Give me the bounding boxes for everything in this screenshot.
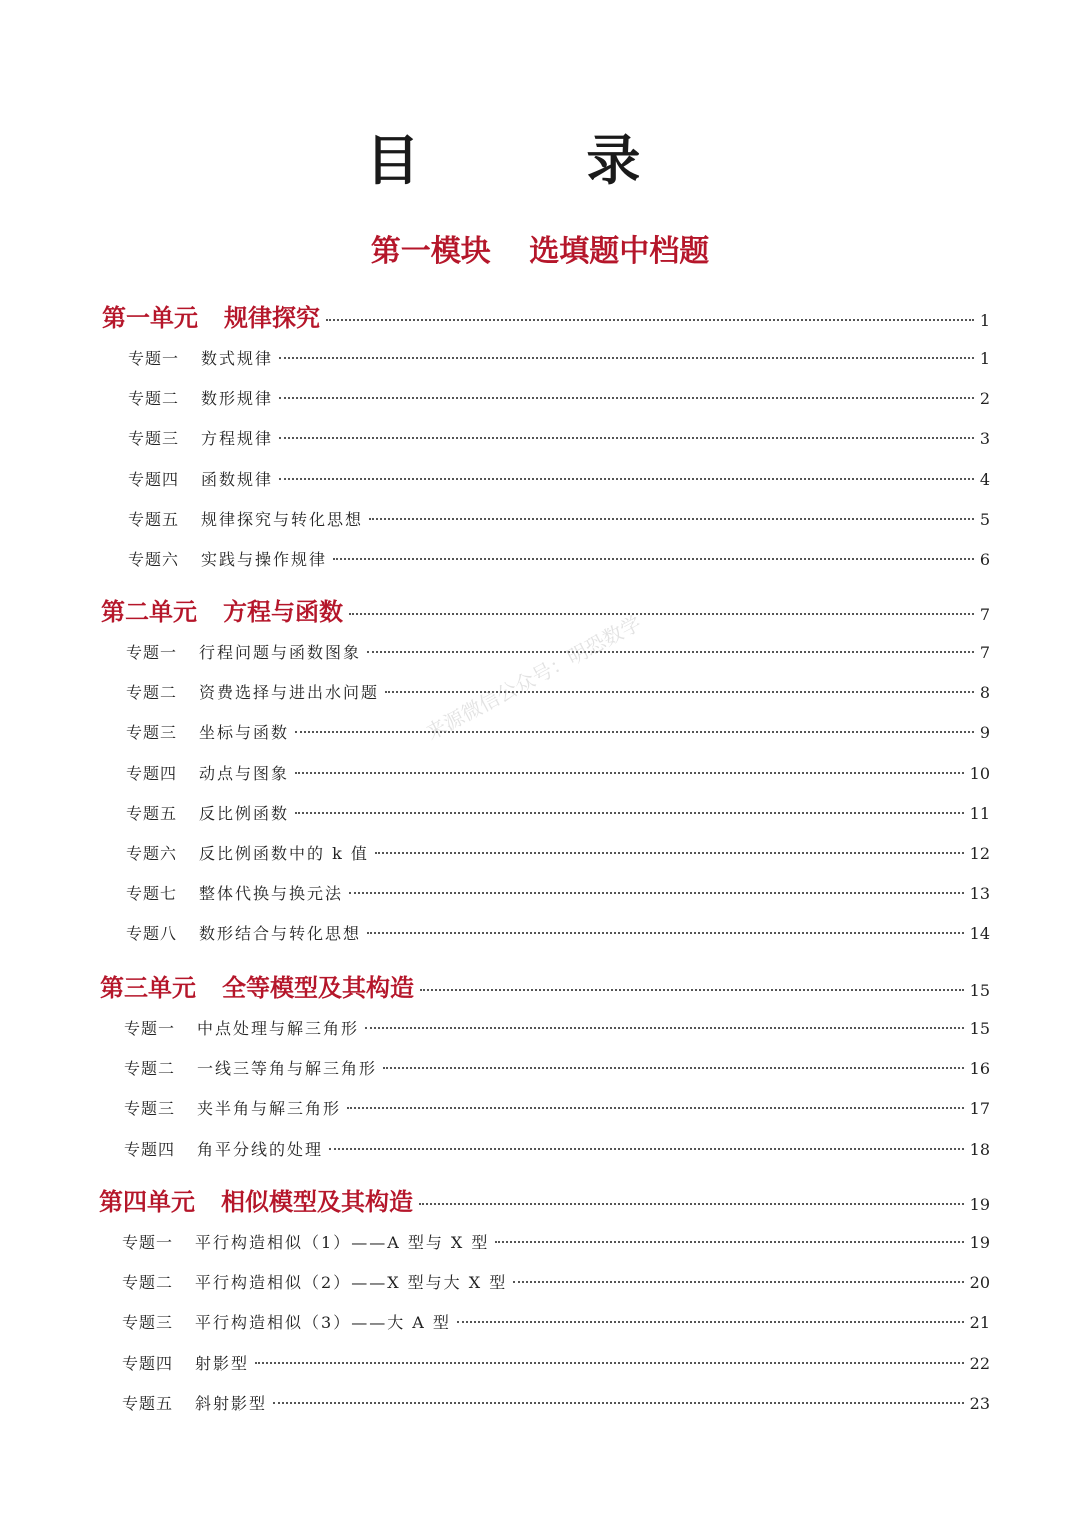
topic-row [124, 1016, 990, 1039]
page-number: 3 [979, 429, 990, 449]
topic-name: 整体代换与换元法 [199, 884, 344, 904]
topic-number: 专题四 [126, 763, 178, 783]
unit-number: 第一单元 [102, 304, 198, 332]
dot-leader [375, 852, 964, 854]
dot-leader [367, 651, 974, 653]
topic-name: 角平分线的处理 [197, 1139, 324, 1159]
page-number: 13 [969, 884, 990, 904]
topic-name: 斜射影型 [195, 1393, 268, 1413]
topic-row [122, 1230, 990, 1253]
dot-leader [419, 1203, 964, 1205]
page-number: 11 [969, 803, 990, 823]
topic-name: 数形规律 [201, 389, 274, 409]
topic-row [126, 680, 990, 703]
unit-row [99, 1182, 990, 1217]
topic-row [122, 1391, 990, 1414]
unit-name: 全等模型及其构造 [222, 974, 414, 1002]
topic-row [128, 467, 990, 490]
topic-row [126, 921, 990, 944]
topic-number: 专题四 [122, 1353, 174, 1373]
topic-number: 专题五 [122, 1393, 174, 1413]
topic-name: 平行构造相似（1）——A 型与 X 型 [195, 1233, 490, 1252]
dot-leader [365, 1027, 964, 1029]
page-number: 16 [969, 1059, 990, 1079]
topic-number: 专题一 [122, 1233, 174, 1252]
dot-leader [420, 989, 964, 991]
page-number: 22 [969, 1353, 990, 1373]
topic-number: 专题三 [126, 723, 178, 743]
unit-row [102, 298, 990, 333]
topic-name: 函数规律 [201, 469, 274, 489]
topic-number: 专题四 [128, 469, 180, 489]
topic-name: 反比例函数中的 k 值 [199, 844, 369, 863]
topic-row [128, 426, 990, 449]
page-number: 7 [979, 643, 990, 662]
topic-name: 一线三等角与解三角形 [197, 1059, 378, 1079]
topic-number: 专题三 [122, 1313, 174, 1333]
page-number: 7 [979, 605, 990, 624]
unit-name: 规律探究 [224, 304, 320, 332]
dot-leader [255, 1362, 964, 1364]
page-number: 10 [969, 763, 990, 783]
unit-name: 相似模型及其构造 [221, 1188, 413, 1216]
topic-name: 夹半角与解三角形 [197, 1099, 342, 1119]
topic-number: 专题七 [126, 884, 178, 904]
dot-leader [457, 1321, 964, 1323]
topic-name: 平行构造相似（3）——大 A 型 [195, 1313, 451, 1333]
topic-name: 反比例函数 [199, 803, 290, 823]
dot-leader [513, 1281, 963, 1283]
topic-row [128, 547, 990, 570]
topic-row [128, 386, 990, 409]
page-number: 17 [969, 1099, 990, 1119]
topic-name: 中点处理与解三角形 [197, 1019, 360, 1038]
topic-number: 专题一 [124, 1019, 176, 1038]
dot-leader [383, 1067, 964, 1069]
topic-row [122, 1310, 990, 1333]
dot-leader [273, 1402, 964, 1404]
topic-name: 规律探究与转化思想 [201, 509, 364, 529]
dot-leader [349, 892, 964, 894]
topic-row [124, 1137, 990, 1160]
page-number: 14 [969, 924, 990, 944]
unit-row [100, 968, 990, 1003]
topic-number: 专题一 [128, 349, 180, 368]
unit-number: 第二单元 [101, 598, 197, 626]
topic-row [128, 507, 990, 530]
topic-row [128, 346, 990, 369]
topic-name: 资费选择与进出水问题 [199, 683, 380, 703]
topic-number: 专题五 [128, 509, 180, 529]
dot-leader [349, 613, 974, 615]
page-number: 1 [979, 311, 990, 330]
page-number: 19 [969, 1233, 990, 1252]
page-number: 9 [979, 723, 990, 743]
topic-number: 专题二 [122, 1273, 174, 1293]
topic-name: 数式规律 [201, 349, 274, 368]
topic-number: 专题二 [128, 389, 180, 409]
dot-leader [279, 478, 974, 480]
dot-leader [495, 1241, 963, 1243]
topic-row [126, 881, 990, 904]
page-number: 15 [969, 981, 990, 1000]
topic-number: 专题一 [126, 643, 178, 662]
topic-row [126, 720, 990, 743]
dot-leader [333, 558, 974, 560]
unit-row [101, 592, 990, 627]
dot-leader [279, 437, 974, 439]
page-number: 8 [979, 683, 990, 703]
dot-leader [295, 772, 964, 774]
topic-name: 方程规律 [201, 429, 274, 449]
topic-row [122, 1270, 990, 1293]
topic-row [126, 841, 990, 864]
topic-number: 专题三 [124, 1099, 176, 1119]
topic-number: 专题三 [128, 429, 180, 449]
topic-row [124, 1096, 990, 1119]
page-number: 21 [969, 1313, 990, 1333]
dot-leader [329, 1148, 964, 1150]
module-heading [0, 226, 1080, 270]
topic-number: 专题六 [126, 844, 178, 863]
page-number: 12 [969, 844, 990, 863]
dot-leader [279, 357, 974, 359]
topic-number: 专题八 [126, 924, 178, 944]
page-number: 18 [969, 1139, 990, 1159]
topic-row [124, 1056, 990, 1079]
dot-leader [369, 518, 974, 520]
page-number: 4 [979, 469, 990, 489]
page-number: 15 [969, 1019, 990, 1038]
topic-row [126, 761, 990, 784]
module-label: 第一模块 [370, 234, 491, 269]
topic-number: 专题二 [124, 1059, 176, 1079]
unit-number: 第三单元 [100, 974, 196, 1002]
dot-leader [295, 731, 974, 733]
page-number: 20 [969, 1273, 990, 1293]
dot-leader [347, 1107, 964, 1109]
topic-name: 行程问题与函数图象 [199, 643, 362, 662]
page-number: 23 [969, 1393, 990, 1413]
unit-name: 方程与函数 [223, 598, 343, 626]
dot-leader [295, 812, 964, 814]
topic-number: 专题四 [124, 1139, 176, 1159]
topic-name: 坐标与函数 [199, 723, 290, 743]
topic-name: 数形结合与转化思想 [199, 924, 362, 944]
topic-number: 专题二 [126, 683, 178, 703]
topic-name: 实践与操作规律 [201, 550, 328, 569]
dot-leader [367, 932, 964, 934]
unit-number: 第四单元 [99, 1188, 195, 1216]
module-name: 选填题中档题 [529, 234, 710, 269]
topic-name: 平行构造相似（2）——X 型与大 X 型 [195, 1273, 508, 1293]
topic-number: 专题六 [128, 550, 180, 569]
page-number: 6 [979, 550, 990, 569]
page-number: 19 [969, 1195, 990, 1214]
page-number: 2 [979, 389, 990, 409]
page-title: 目 录 [365, 128, 715, 192]
topic-name: 射影型 [195, 1353, 250, 1373]
topic-number: 专题五 [126, 803, 178, 823]
topic-row [122, 1351, 990, 1374]
topic-row [126, 801, 990, 824]
page-number: 1 [979, 349, 990, 368]
dot-leader [326, 319, 974, 321]
dot-leader [279, 397, 974, 399]
topic-name: 动点与图象 [199, 763, 290, 783]
page-number: 5 [979, 509, 990, 529]
watermark: 来源微信公众号：明恐数学 [421, 610, 646, 745]
